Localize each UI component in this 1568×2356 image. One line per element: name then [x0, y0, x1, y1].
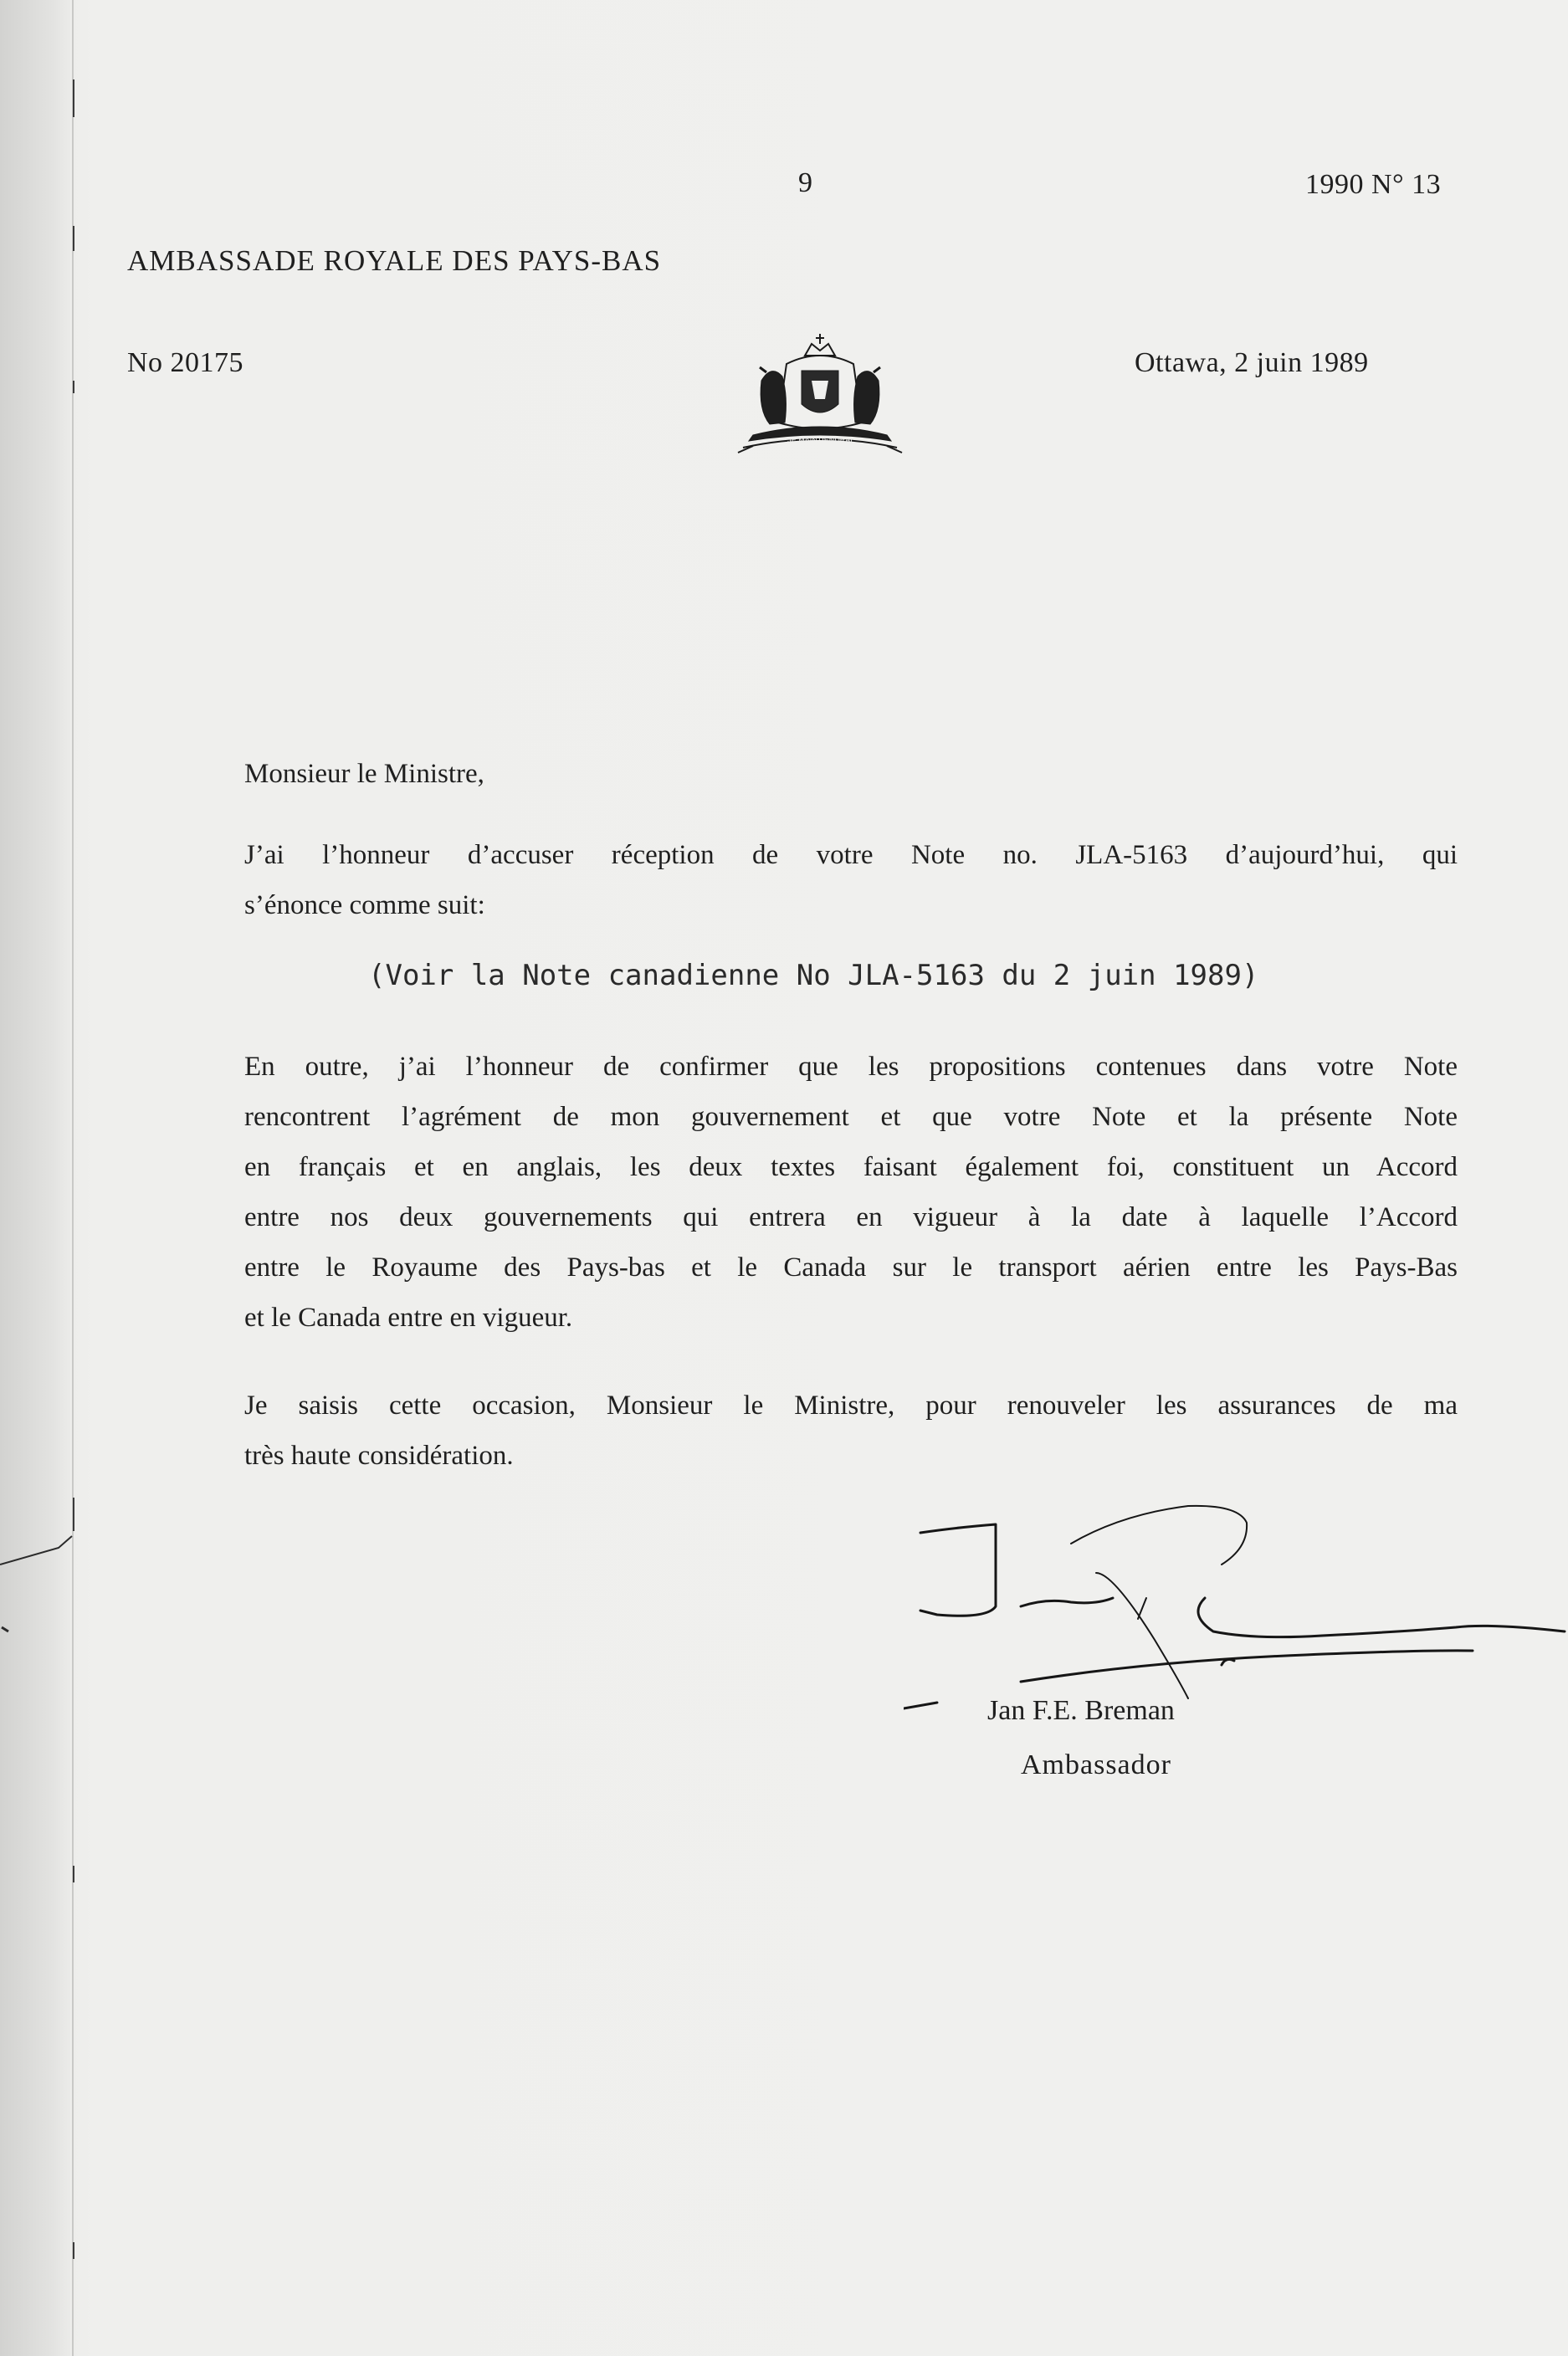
paragraph-closing [244, 1380, 1458, 1481]
handwritten-signature [904, 1472, 1568, 1715]
signatory-name: Jan F.E. Breman [987, 1695, 1175, 1726]
paragraph-line: entre nos deux gouvernements qui entrera en vigueur à la date à laquelle l’Accord [244, 1202, 1458, 1232]
margin-pen-stroke [0, 1506, 92, 1640]
reference-number: No 20175 [127, 347, 244, 378]
paragraph-line: Je saisis cette occasion, Monsieur le Ministre, pour renouveler les assurances de ma [244, 1391, 1458, 1421]
paragraph-line: très haute considération. [244, 1441, 514, 1471]
crest-motto: JE MAINTIENDRAI [787, 436, 853, 444]
gazette-number: 1990 N° 13 [1305, 169, 1442, 200]
embassy-title: AMBASSADE ROYALE DES PAYS-BAS [127, 244, 662, 277]
place-date: Ottawa, 2 juin 1989 [1135, 347, 1369, 378]
signatory-title: Ambassador [1021, 1749, 1171, 1780]
quoted-note-reference: (Voir la Note canadienne No JLA-5163 du 2 juin 1989) [368, 959, 1259, 992]
salutation: Monsieur le Ministre, [244, 759, 484, 789]
page-number: 9 [798, 167, 813, 198]
paragraph-line: En outre, j’ai l’honneur de confirmer que les propositions contenues dans votre Note [244, 1052, 1458, 1082]
royal-crest-icon [736, 330, 904, 473]
paragraph-line: en français et en anglais, les deux textes faisant également foi, constituent un Accord [244, 1152, 1458, 1182]
paragraph-line: s’énonce comme suit: [244, 890, 485, 920]
paragraph-line: J’ai l’honneur d’accuser réception de votre Note no. JLA-5163 d’aujourd’hui, qui [244, 840, 1458, 870]
paragraph-line: entre le Royaume des Pays-bas et le Canada sur le transport aérien entre les Pays-Bas [244, 1252, 1458, 1283]
paragraph-acknowledgement [244, 830, 1458, 930]
paragraph-line: et le Canada entre en vigueur. [244, 1303, 573, 1333]
binding-stitches [59, 0, 84, 2356]
paragraph-confirmation [244, 1042, 1458, 1343]
paragraph-line: rencontrent l’agrément de mon gouvernement et que votre Note et la présente Note [244, 1102, 1458, 1132]
